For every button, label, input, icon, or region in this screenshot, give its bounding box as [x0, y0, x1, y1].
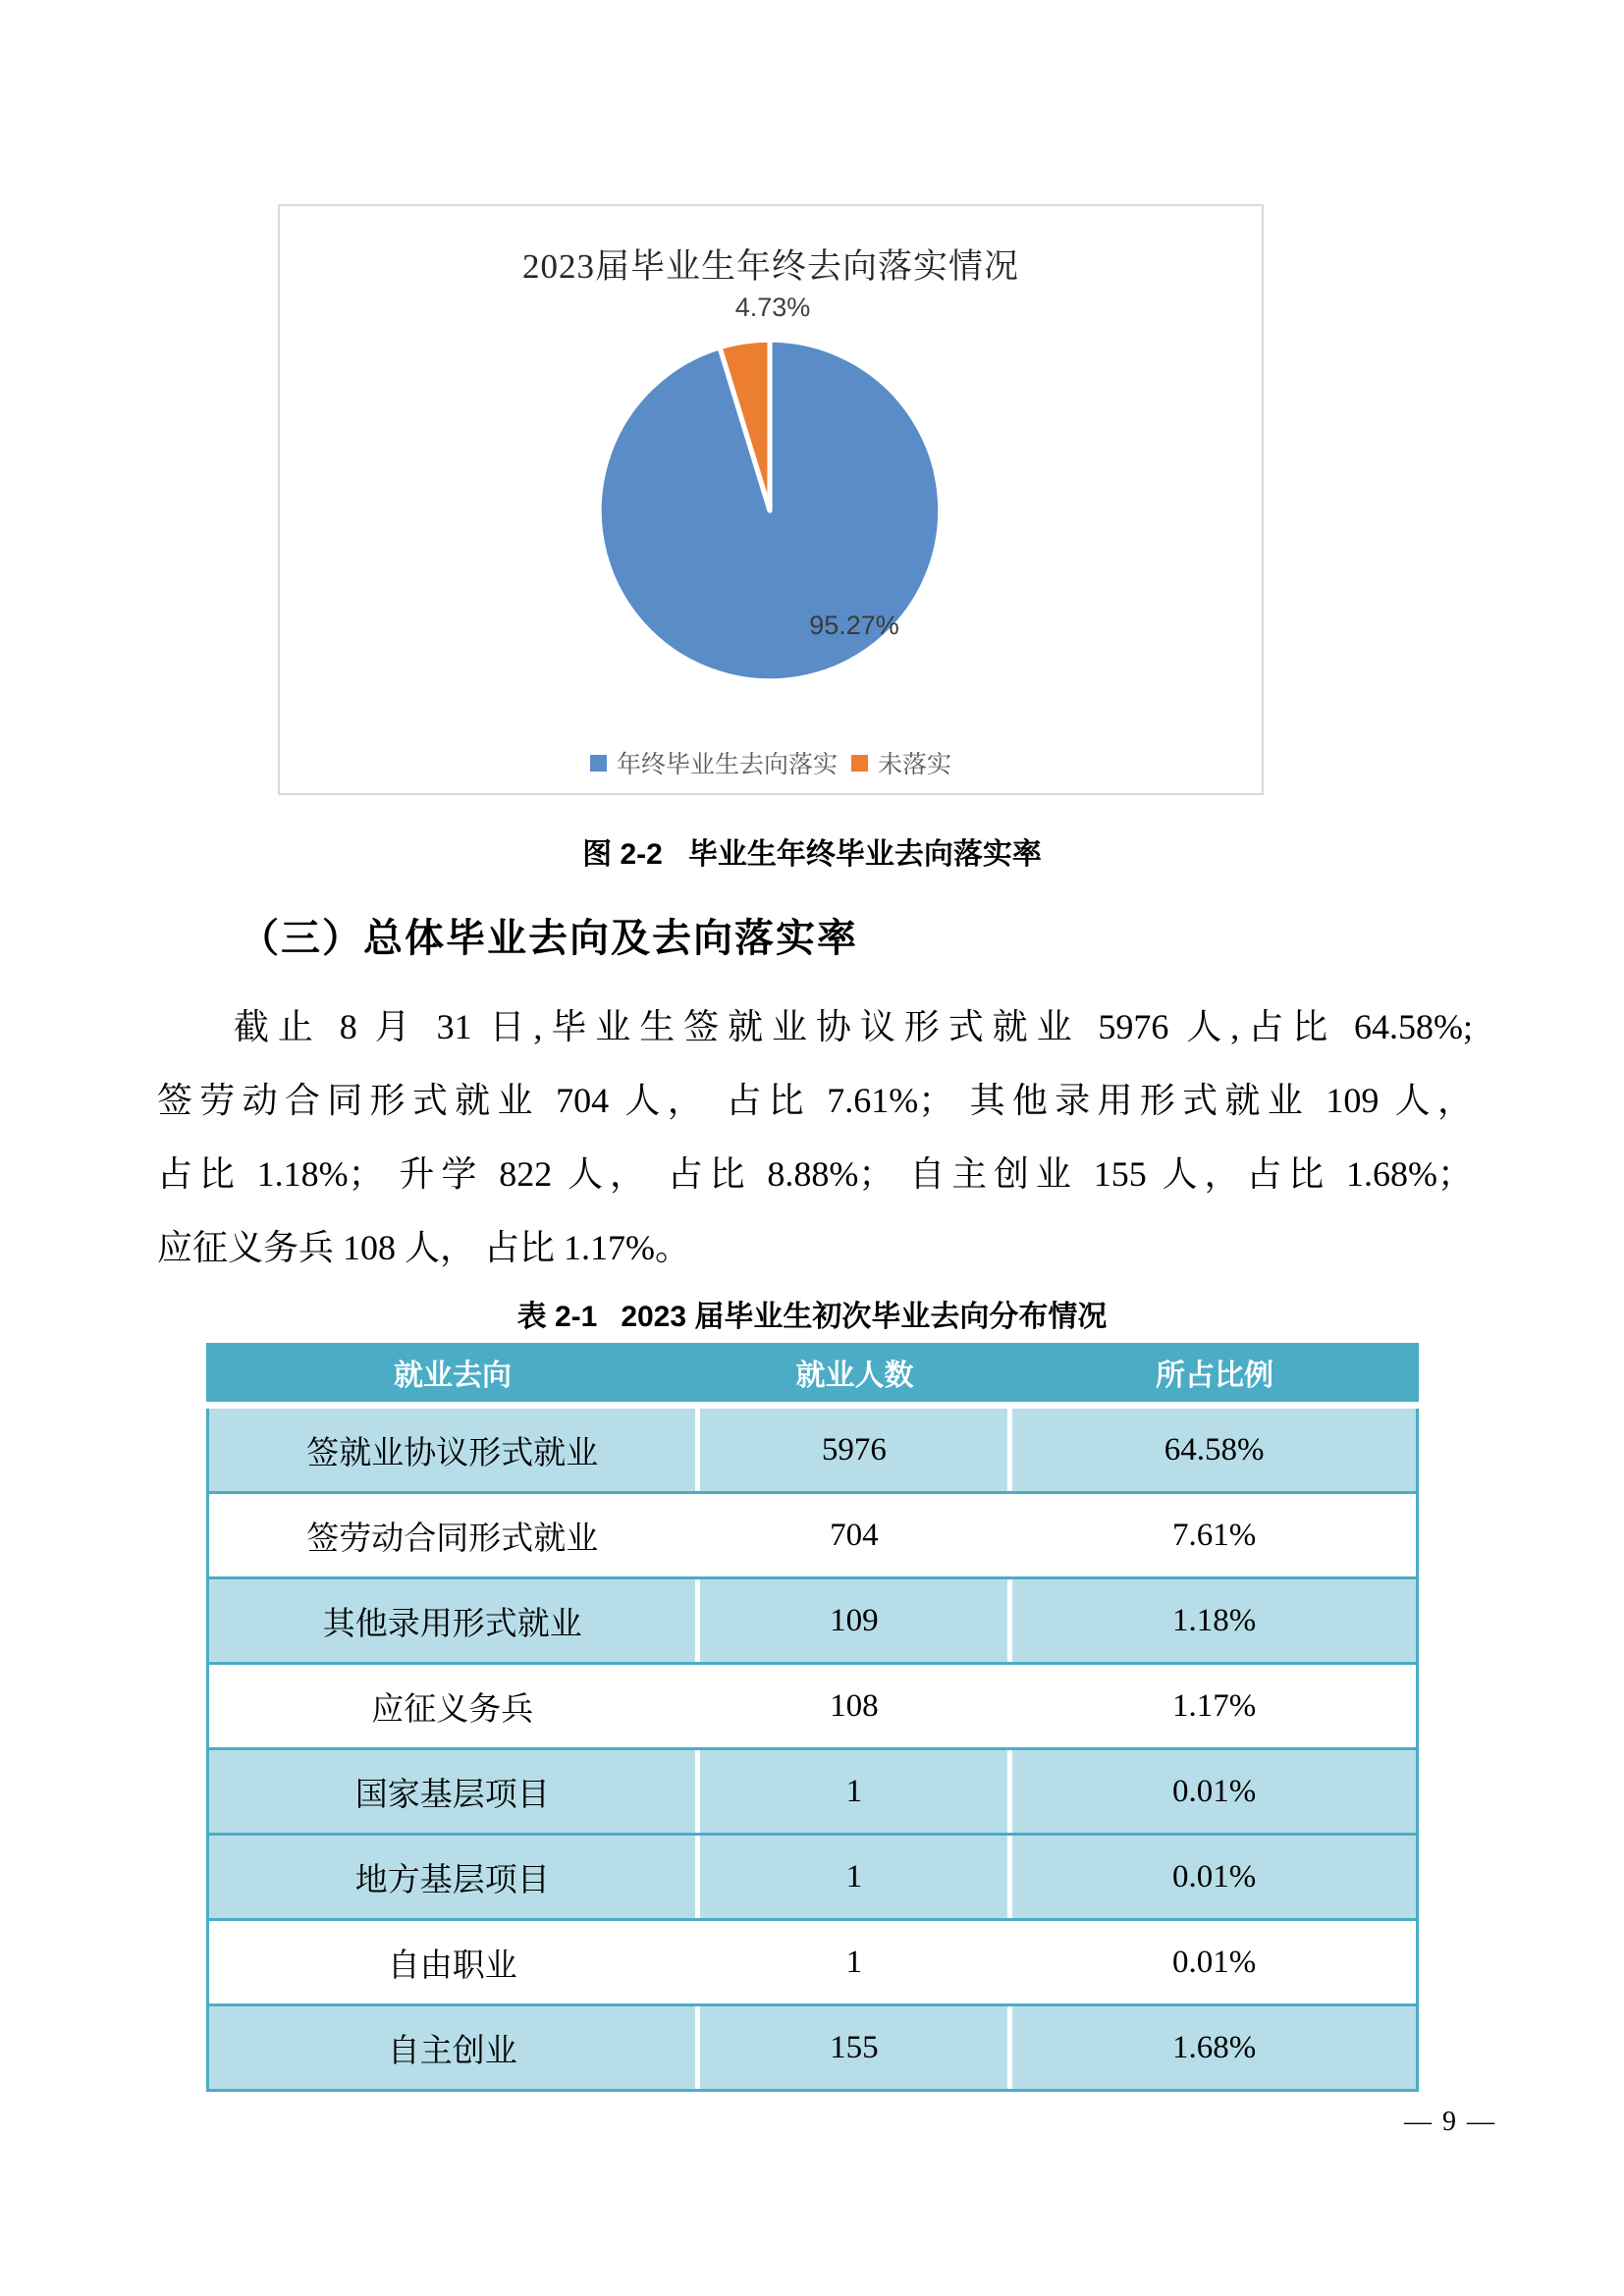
figure-caption: [0, 829, 1624, 873]
cell-count: 108: [700, 1665, 1007, 1747]
table-caption: [0, 1292, 1624, 1335]
cell-count: 704: [700, 1494, 1007, 1576]
table-row: [209, 1833, 1416, 1918]
legend-item-achieved: [590, 745, 838, 780]
table-header-gap: [206, 1402, 1419, 1409]
pie-slice-label-big: 95.27%: [809, 611, 899, 640]
table-row: [209, 1491, 1416, 1576]
paragraph-line-2: 签劳动合同形式就业 704 人， 占比 7.61%； 其他录用形式就业 109 人，: [157, 1081, 1473, 1120]
paragraph-line-1: 截止 8 月 31 日,毕业生签就业协议形式就业 5976 人,占比 64.58%;: [234, 1007, 1473, 1046]
legend-label-unsettled: 未落实: [878, 752, 952, 778]
table-row: [209, 1662, 1416, 1747]
pie-chart-panel: [278, 204, 1264, 795]
table-header-count: 就业人数: [795, 1360, 914, 1392]
table-row: [209, 2003, 1416, 2089]
cell-count: 155: [700, 2006, 1007, 2089]
cell-percentage: 0.01%: [1012, 1750, 1416, 1833]
cell-percentage: 1.18%: [1012, 1579, 1416, 1662]
employment-table: [206, 1343, 1419, 2092]
chart-legend: [280, 745, 1262, 780]
cell-destination: 签就业协议形式就业: [209, 1409, 695, 1491]
legend-swatch-blue-icon: [590, 755, 607, 772]
cell-count: 109: [700, 1579, 1007, 1662]
cell-count: 1: [700, 1921, 1007, 2003]
cell-destination: 其他录用形式就业: [209, 1579, 695, 1662]
cell-count: 1: [700, 1750, 1007, 1833]
legend-item-unsettled: [851, 745, 951, 780]
table-row: [209, 1747, 1416, 1833]
legend-label-achieved: 年终毕业生去向落实: [616, 752, 838, 778]
table-row: [209, 1409, 1416, 1491]
table-row: [209, 1576, 1416, 1662]
table-header-destination: 就业去向: [394, 1360, 512, 1392]
table-row: [209, 1918, 1416, 2003]
cell-count: 5976: [700, 1409, 1007, 1491]
cell-percentage: 7.61%: [1012, 1494, 1416, 1576]
paragraph-line-3: 占比 1.18%； 升学 822 人， 占比 8.88%； 自主创业 155 人，占比 1.68%；: [157, 1154, 1473, 1194]
page-number: — 9 —: [1404, 2107, 1496, 2137]
cell-destination: 自由职业: [209, 1921, 695, 2003]
cell-destination: 签劳动合同形式就业: [209, 1494, 695, 1576]
table-body: [206, 1409, 1419, 2092]
cell-percentage: 1.17%: [1012, 1665, 1416, 1747]
table-header-percentage: 所占比例: [1156, 1360, 1273, 1392]
chart-title: 2023届毕业生年终去向落实情况: [521, 247, 1019, 286]
cell-percentage: 0.01%: [1012, 1836, 1416, 1918]
table-caption-text: 2023 届毕业生初次毕业去向分布情况: [621, 1301, 1108, 1333]
pie-slice-label-small: 4.73%: [734, 293, 811, 322]
cell-destination: 地方基层项目: [209, 1836, 695, 1918]
paragraph-line-4: 应征义务兵 108 人， 占比 1.17%。: [157, 1228, 690, 1267]
figure-caption-text: 毕业生年终毕业去向落实率: [687, 838, 1042, 871]
figure-caption-prefix: 图 2-2: [582, 838, 663, 871]
cell-percentage: 1.68%: [1012, 2006, 1416, 2089]
table-caption-prefix: 表 2-1: [516, 1301, 598, 1333]
cell-percentage: 64.58%: [1012, 1409, 1416, 1491]
section-heading: （三）总体毕业去向及去向落实率: [240, 916, 858, 960]
cell-destination: 应征义务兵: [209, 1665, 695, 1747]
cell-count: 1: [700, 1836, 1007, 1918]
cell-percentage: 0.01%: [1012, 1921, 1416, 2003]
legend-swatch-orange-icon: [851, 755, 868, 772]
table-header-row: [206, 1343, 1419, 1402]
cell-destination: 国家基层项目: [209, 1750, 695, 1833]
cell-destination: 自主创业: [209, 2006, 695, 2089]
